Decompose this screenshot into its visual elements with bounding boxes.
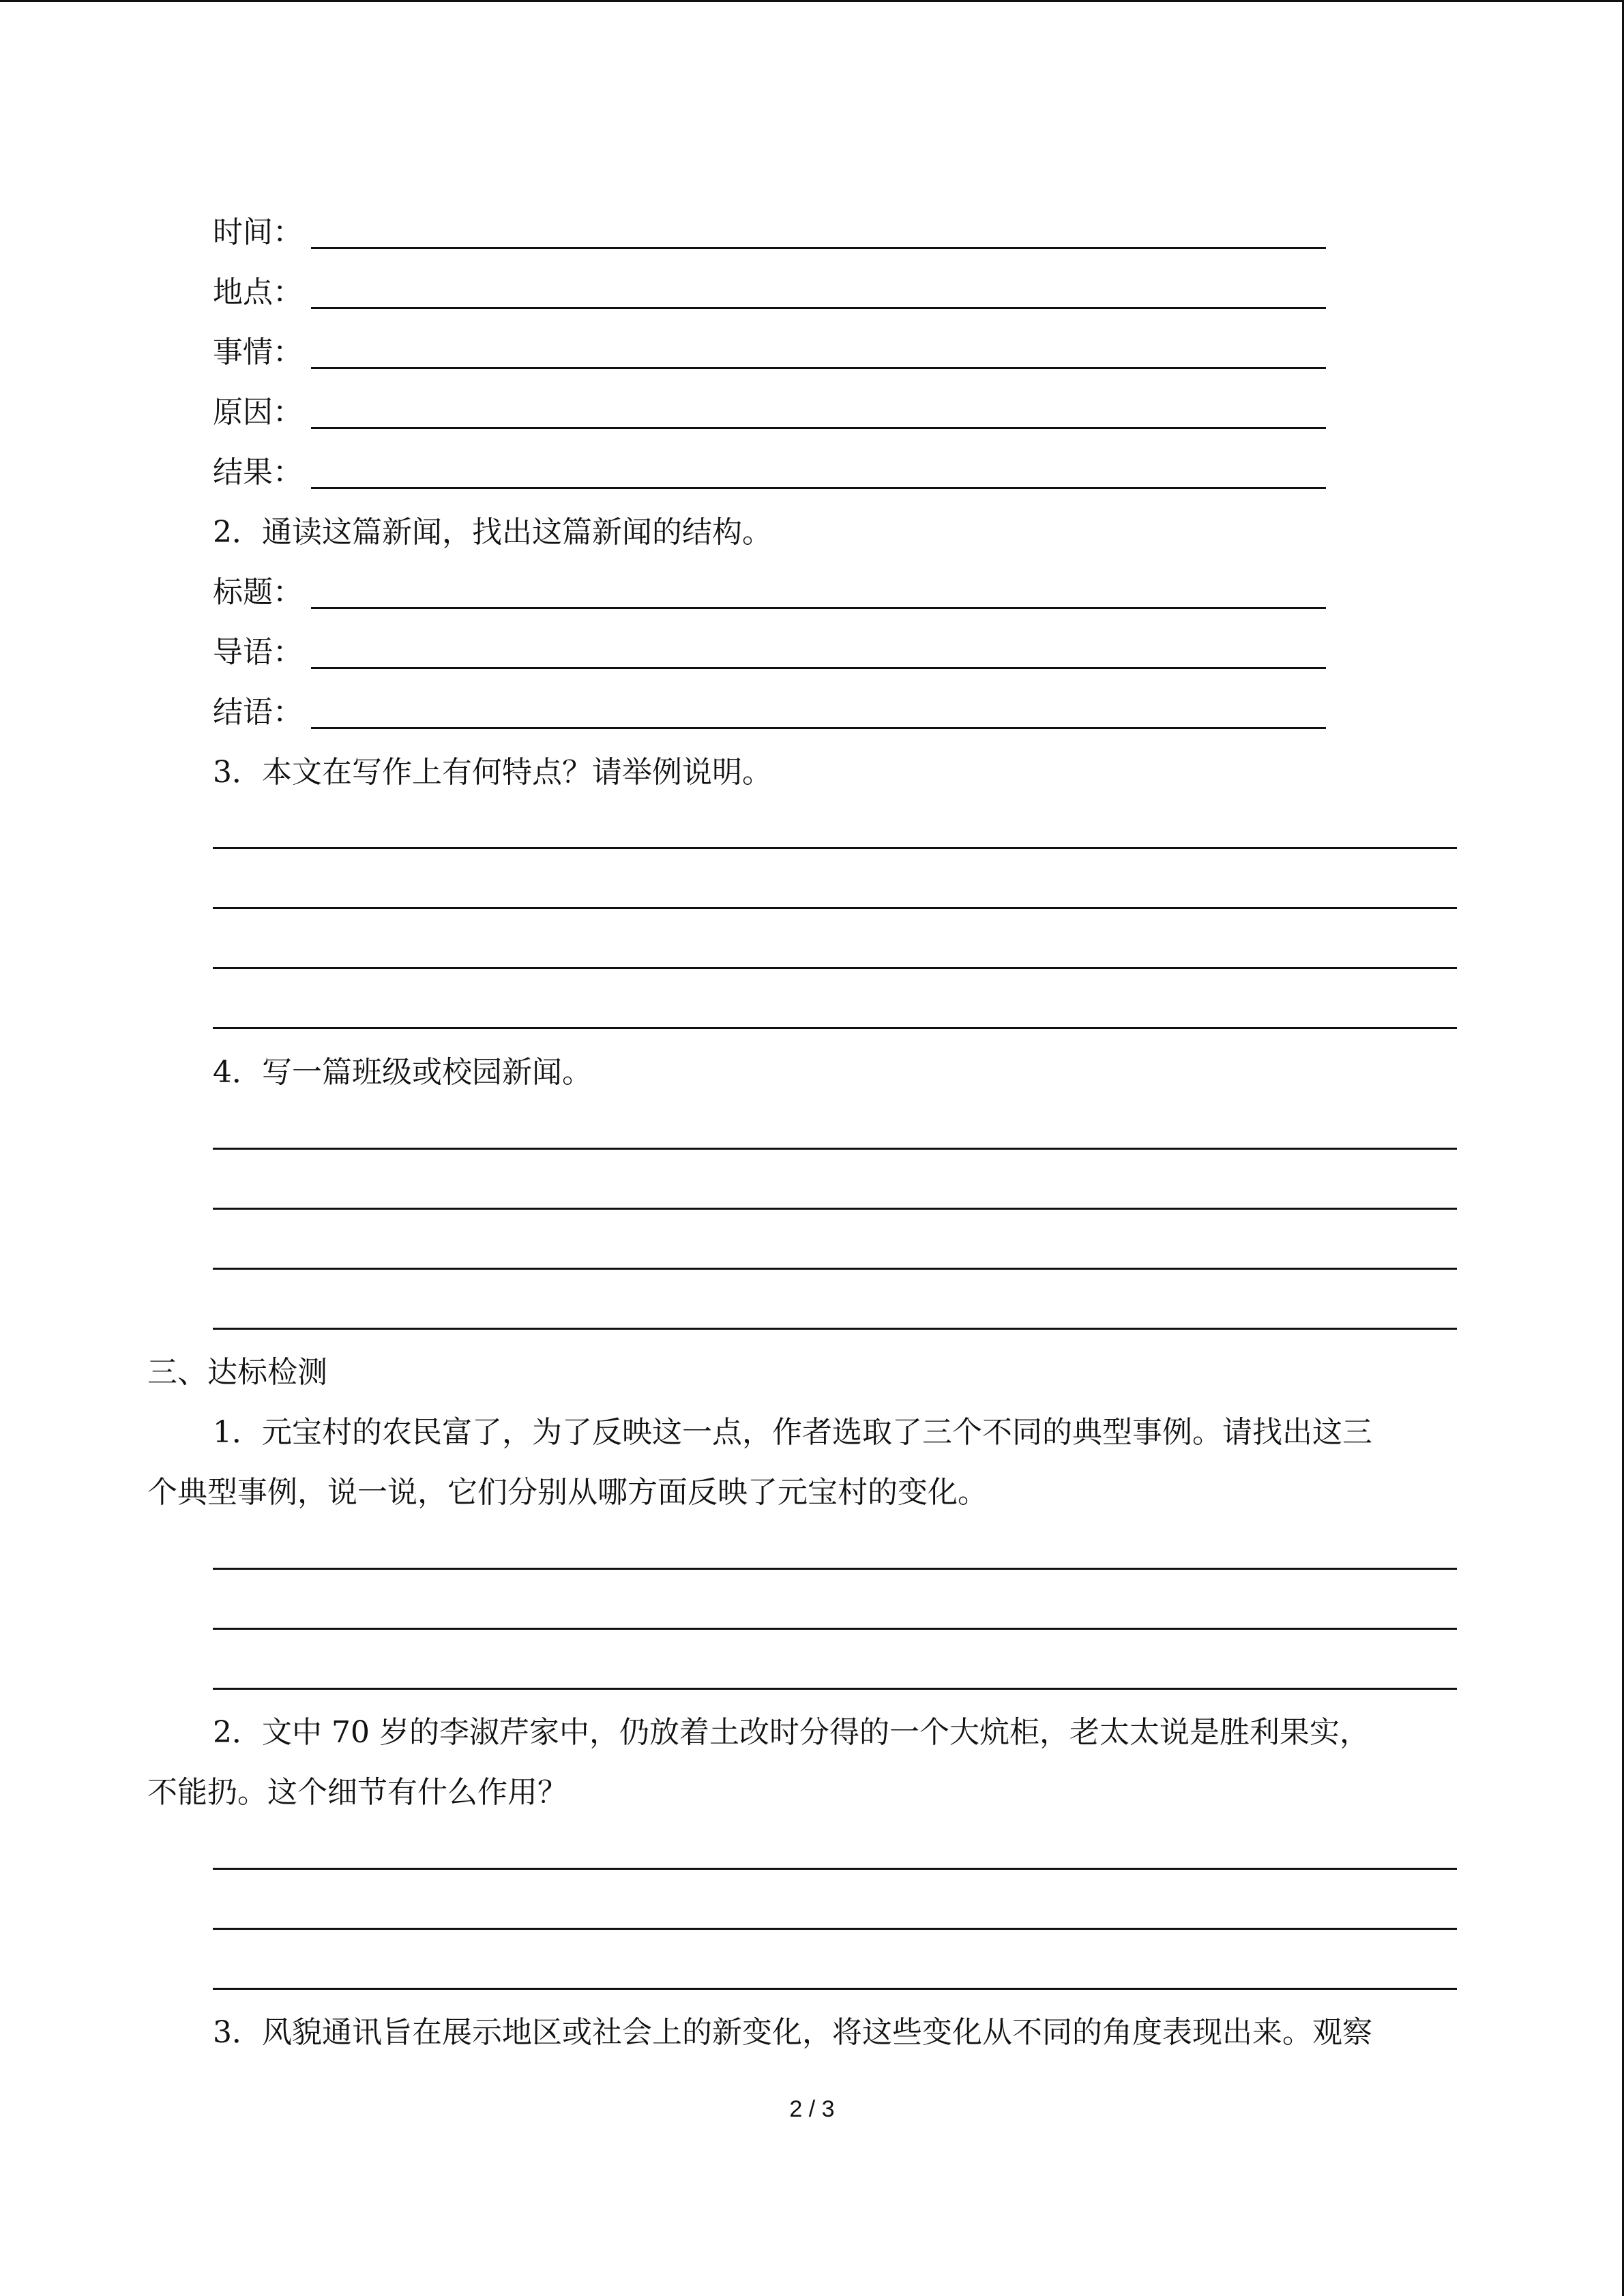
answer-line[interactable] — [213, 1928, 1457, 1930]
answer-line[interactable] — [213, 907, 1457, 909]
answer-line-conclusion[interactable] — [311, 727, 1326, 729]
answer-line-event[interactable] — [311, 367, 1326, 369]
question-4-write-news: 4．写一篇班级或校园新闻。 — [213, 1055, 592, 1090]
field-label-conclusion: 结语： — [213, 695, 303, 730]
answer-line-title[interactable] — [311, 607, 1326, 609]
answer-line-cause[interactable] — [311, 427, 1326, 429]
field-label-place: 地点： — [213, 275, 303, 310]
answer-line[interactable] — [213, 1268, 1457, 1270]
answer-line[interactable] — [213, 1688, 1457, 1690]
answer-line-result[interactable] — [311, 487, 1326, 489]
assessment-question-1-line-1: 1．元宝村的农民富了，为了反映这一点，作者选取了三个不同的典型事例。请找出这三 — [213, 1415, 1372, 1450]
answer-line[interactable] — [213, 1208, 1457, 1210]
section-heading-assessment: 三、达标检测 — [147, 1355, 327, 1390]
answer-line-time[interactable] — [311, 247, 1326, 249]
page-border-top — [0, 0, 1624, 2]
answer-line[interactable] — [213, 1988, 1457, 1990]
page-number: 2 / 3 — [789, 2096, 835, 2122]
answer-line[interactable] — [213, 1868, 1457, 1870]
assessment-question-2-line-1: 2．文中 70 岁的李淑芹家中，仍放着土改时分得的一个大炕柜，老太太说是胜利果实， — [213, 1715, 1370, 1750]
answer-line-lead[interactable] — [311, 667, 1326, 669]
answer-line-place[interactable] — [311, 307, 1326, 309]
field-label-title: 标题： — [213, 575, 303, 610]
answer-line[interactable] — [213, 847, 1457, 849]
field-label-time: 时间： — [213, 215, 303, 250]
field-label-lead: 导语： — [213, 635, 303, 670]
answer-line[interactable] — [213, 967, 1457, 969]
answer-line[interactable] — [213, 1628, 1457, 1630]
answer-line[interactable] — [213, 1568, 1457, 1570]
assessment-question-2-line-2: 不能扔。这个细节有什么作用？ — [147, 1775, 567, 1810]
question-3-features: 3．本文在写作上有何特点？请举例说明。 — [213, 755, 772, 790]
answer-line[interactable] — [213, 1328, 1457, 1330]
field-label-event: 事情： — [213, 335, 303, 370]
field-label-cause: 原因： — [213, 395, 303, 430]
assessment-question-3-line-1: 3．风貌通讯旨在展示地区或社会上的新变化，将这些变化从不同的角度表现出来。观察 — [213, 2015, 1372, 2050]
question-2-structure: 2．通读这篇新闻，找出这篇新闻的结构。 — [213, 515, 772, 550]
answer-line[interactable] — [213, 1148, 1457, 1150]
answer-line[interactable] — [213, 1027, 1457, 1029]
assessment-question-1-line-2: 个典型事例，说一说，它们分别从哪方面反映了元宝村的变化。 — [147, 1475, 988, 1510]
field-label-result: 结果： — [213, 455, 303, 490]
